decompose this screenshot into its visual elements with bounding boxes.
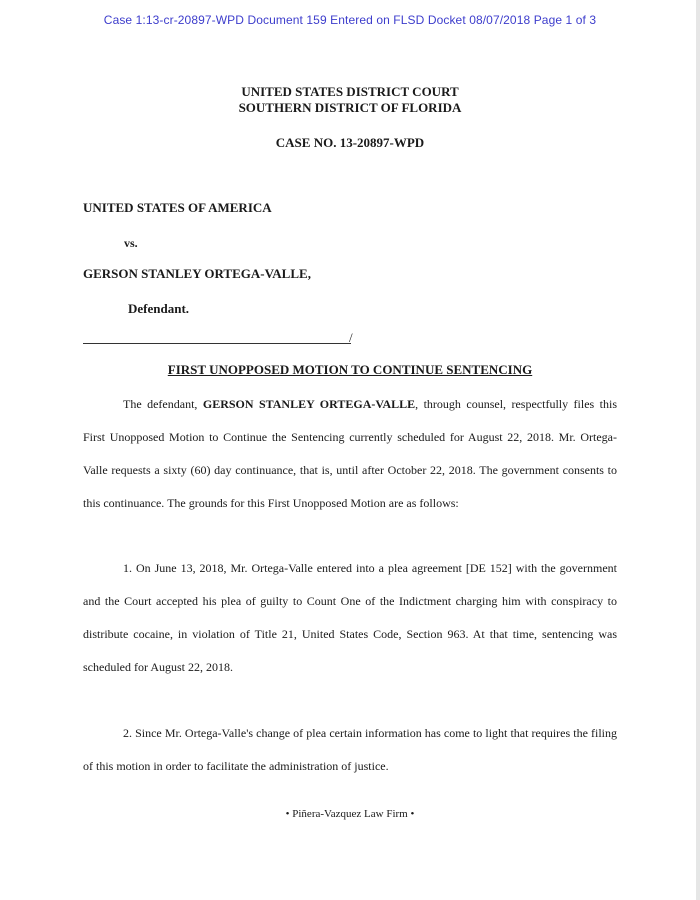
defendant-name: GERSON STANLEY ORTEGA-VALLE <box>202 397 416 411</box>
caption-plaintiff: UNITED STATES OF AMERICA <box>83 200 272 215</box>
caption-versus: vs. <box>124 236 138 250</box>
caption-defendant: GERSON STANLEY ORTEGA-VALLE, <box>83 266 311 281</box>
intro-paragraph <box>83 388 617 520</box>
intro-prefix: The defendant, <box>123 397 203 411</box>
caption-defendant-label: Defendant. <box>128 301 190 316</box>
caption-slash: / <box>349 330 353 345</box>
court-name-line2: SOUTHERN DISTRICT OF FLORIDA <box>238 100 462 115</box>
docket-header-stamp: Case 1:13-cr-20897-WPD Document 159 Entered on FLSD Docket 08/07/2018 Page 1 of 3 <box>103 13 597 27</box>
intro-rest: , through counsel, respectfully files this First Unopposed Motion to Continue the Sentencing currently scheduled for August 22, 2018. Mr. Ortega- Valle requests a sixty (60) day continuance, that is, until after October 22, 2018. The government consents to this continuance. The grounds for this First Unopposed Motion are as follows: <box>83 397 617 510</box>
numbered-paragraph-2: 2. Since Mr. Ortega-Valle's change of plea certain information has come to light that requires the filing of this motion in order to facilitate the administration of justice. <box>83 726 617 773</box>
motion-title: FIRST UNOPPOSED MOTION TO CONTINUE SENTENCING <box>167 362 533 377</box>
court-name-line1: UNITED STATES DISTRICT COURT <box>241 84 459 99</box>
case-number: CASE NO. 13-20897-WPD <box>275 135 425 150</box>
caption-divider-line <box>83 343 351 344</box>
law-firm-footer: • Piñera-Vazquez Law Firm • <box>285 808 415 820</box>
numbered-paragraph-1: 1. On June 13, 2018, Mr. Ortega-Valle entered into a plea agreement [DE 152] with the government and the Court accepted his plea of guilty to Count One of the Indictment charging him with conspiracy to distribute cocaine, in violation of Title 21, United States Code, Section 963. At that time, sentencing was scheduled for August 22, 2018. <box>83 561 617 674</box>
court-heading <box>0 84 700 116</box>
